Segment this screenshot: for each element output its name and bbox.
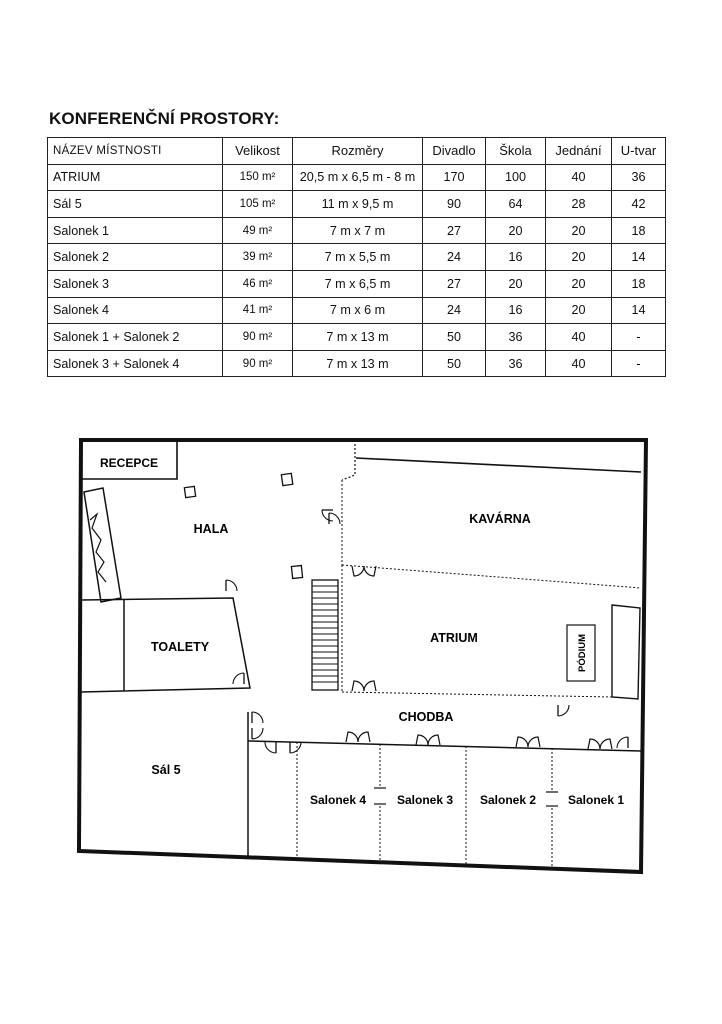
room-size: 150 m² xyxy=(223,164,293,191)
room-u-shape: - xyxy=(612,350,666,377)
room-size: 90 m² xyxy=(223,350,293,377)
room-dimensions: 7 m x 13 m xyxy=(293,350,423,377)
room-name: Salonek 3 xyxy=(48,270,223,297)
room-theatre: 170 xyxy=(423,164,486,191)
window-wall xyxy=(84,488,121,602)
room-dimensions: 11 m x 9,5 m xyxy=(293,191,423,218)
room-theatre: 50 xyxy=(423,350,486,377)
room-name: Salonek 1 + Salonek 2 xyxy=(48,324,223,351)
room-school: 20 xyxy=(486,217,546,244)
room-name: Salonek 2 xyxy=(48,244,223,271)
room-meeting: 20 xyxy=(546,217,612,244)
kavarna-label: KAVÁRNA xyxy=(469,512,531,526)
salonek3-label: Salonek 3 xyxy=(396,793,454,807)
room-school: 20 xyxy=(486,270,546,297)
hala-label: HALA xyxy=(193,522,229,536)
salonek1-label: Salonek 1 xyxy=(567,793,625,807)
room-theatre: 27 xyxy=(423,270,486,297)
room-size: 105 m² xyxy=(223,191,293,218)
chodba-label: CHODBA xyxy=(398,710,454,724)
room-u-shape: 14 xyxy=(612,297,666,324)
room-u-shape: - xyxy=(612,324,666,351)
header-size: Velikost xyxy=(223,138,293,165)
room-theatre: 90 xyxy=(423,191,486,218)
room-name: ATRIUM xyxy=(48,164,223,191)
podium-label: PÓDIUM xyxy=(577,634,588,672)
atrium-label: ATRIUM xyxy=(430,631,478,645)
room-dimensions: 7 m x 6,5 m xyxy=(293,270,423,297)
room-school: 64 xyxy=(486,191,546,218)
room-meeting: 20 xyxy=(546,244,612,271)
room-school: 100 xyxy=(486,164,546,191)
room-u-shape: 36 xyxy=(612,164,666,191)
header-theatre: Divadlo xyxy=(423,138,486,165)
room-school: 36 xyxy=(486,324,546,351)
room-size: 46 m² xyxy=(223,270,293,297)
salonek2-label: Salonek 2 xyxy=(479,793,537,807)
header-school: Škola xyxy=(486,138,546,165)
room-meeting: 40 xyxy=(546,350,612,377)
room-theatre: 50 xyxy=(423,324,486,351)
header-meeting: Jednání xyxy=(546,138,612,165)
header-room-name: NÁZEV MÍSTNOSTI xyxy=(48,138,223,165)
header-u-shape: U-tvar xyxy=(612,138,666,165)
room-u-shape: 14 xyxy=(612,244,666,271)
room-name: Sál 5 xyxy=(48,191,223,218)
room-meeting: 40 xyxy=(546,164,612,191)
room-school: 16 xyxy=(486,297,546,324)
room-dimensions: 7 m x 13 m xyxy=(293,324,423,351)
room-school: 16 xyxy=(486,244,546,271)
room-meeting: 28 xyxy=(546,191,612,218)
stairs xyxy=(312,580,338,690)
page-title: KONFERENČNÍ PROSTORY: xyxy=(49,109,280,128)
podium xyxy=(567,625,595,681)
room-u-shape: 42 xyxy=(612,191,666,218)
room-dimensions: 20,5 m x 6,5 m - 8 m xyxy=(293,164,423,191)
toalety-label: TOALETY xyxy=(150,640,210,654)
room-name: Salonek 4 xyxy=(48,297,223,324)
room-name: Salonek 3 + Salonek 4 xyxy=(48,350,223,377)
room-dimensions: 7 m x 6 m xyxy=(293,297,423,324)
room-dimensions: 7 m x 7 m xyxy=(293,217,423,244)
sal5-label: Sál 5 xyxy=(151,763,181,777)
room-size: 90 m² xyxy=(223,324,293,351)
room-meeting: 40 xyxy=(546,324,612,351)
room-school: 36 xyxy=(486,350,546,377)
header-dimensions: Rozměry xyxy=(293,138,423,165)
room-u-shape: 18 xyxy=(612,270,666,297)
room-size: 41 m² xyxy=(223,297,293,324)
recepce-label: RECEPCE xyxy=(99,456,159,470)
room-labels xyxy=(100,456,624,807)
room-name: Salonek 1 xyxy=(48,217,223,244)
room-u-shape: 18 xyxy=(612,217,666,244)
room-theatre: 27 xyxy=(423,217,486,244)
room-theatre: 24 xyxy=(423,297,486,324)
outer-walls xyxy=(79,440,646,872)
room-size: 49 m² xyxy=(223,217,293,244)
salonek4-label: Salonek 4 xyxy=(309,793,367,807)
room-theatre: 24 xyxy=(423,244,486,271)
room-size: 39 m² xyxy=(223,244,293,271)
room-meeting: 20 xyxy=(546,297,612,324)
room-meeting: 20 xyxy=(546,270,612,297)
room-dimensions: 7 m x 5,5 m xyxy=(293,244,423,271)
